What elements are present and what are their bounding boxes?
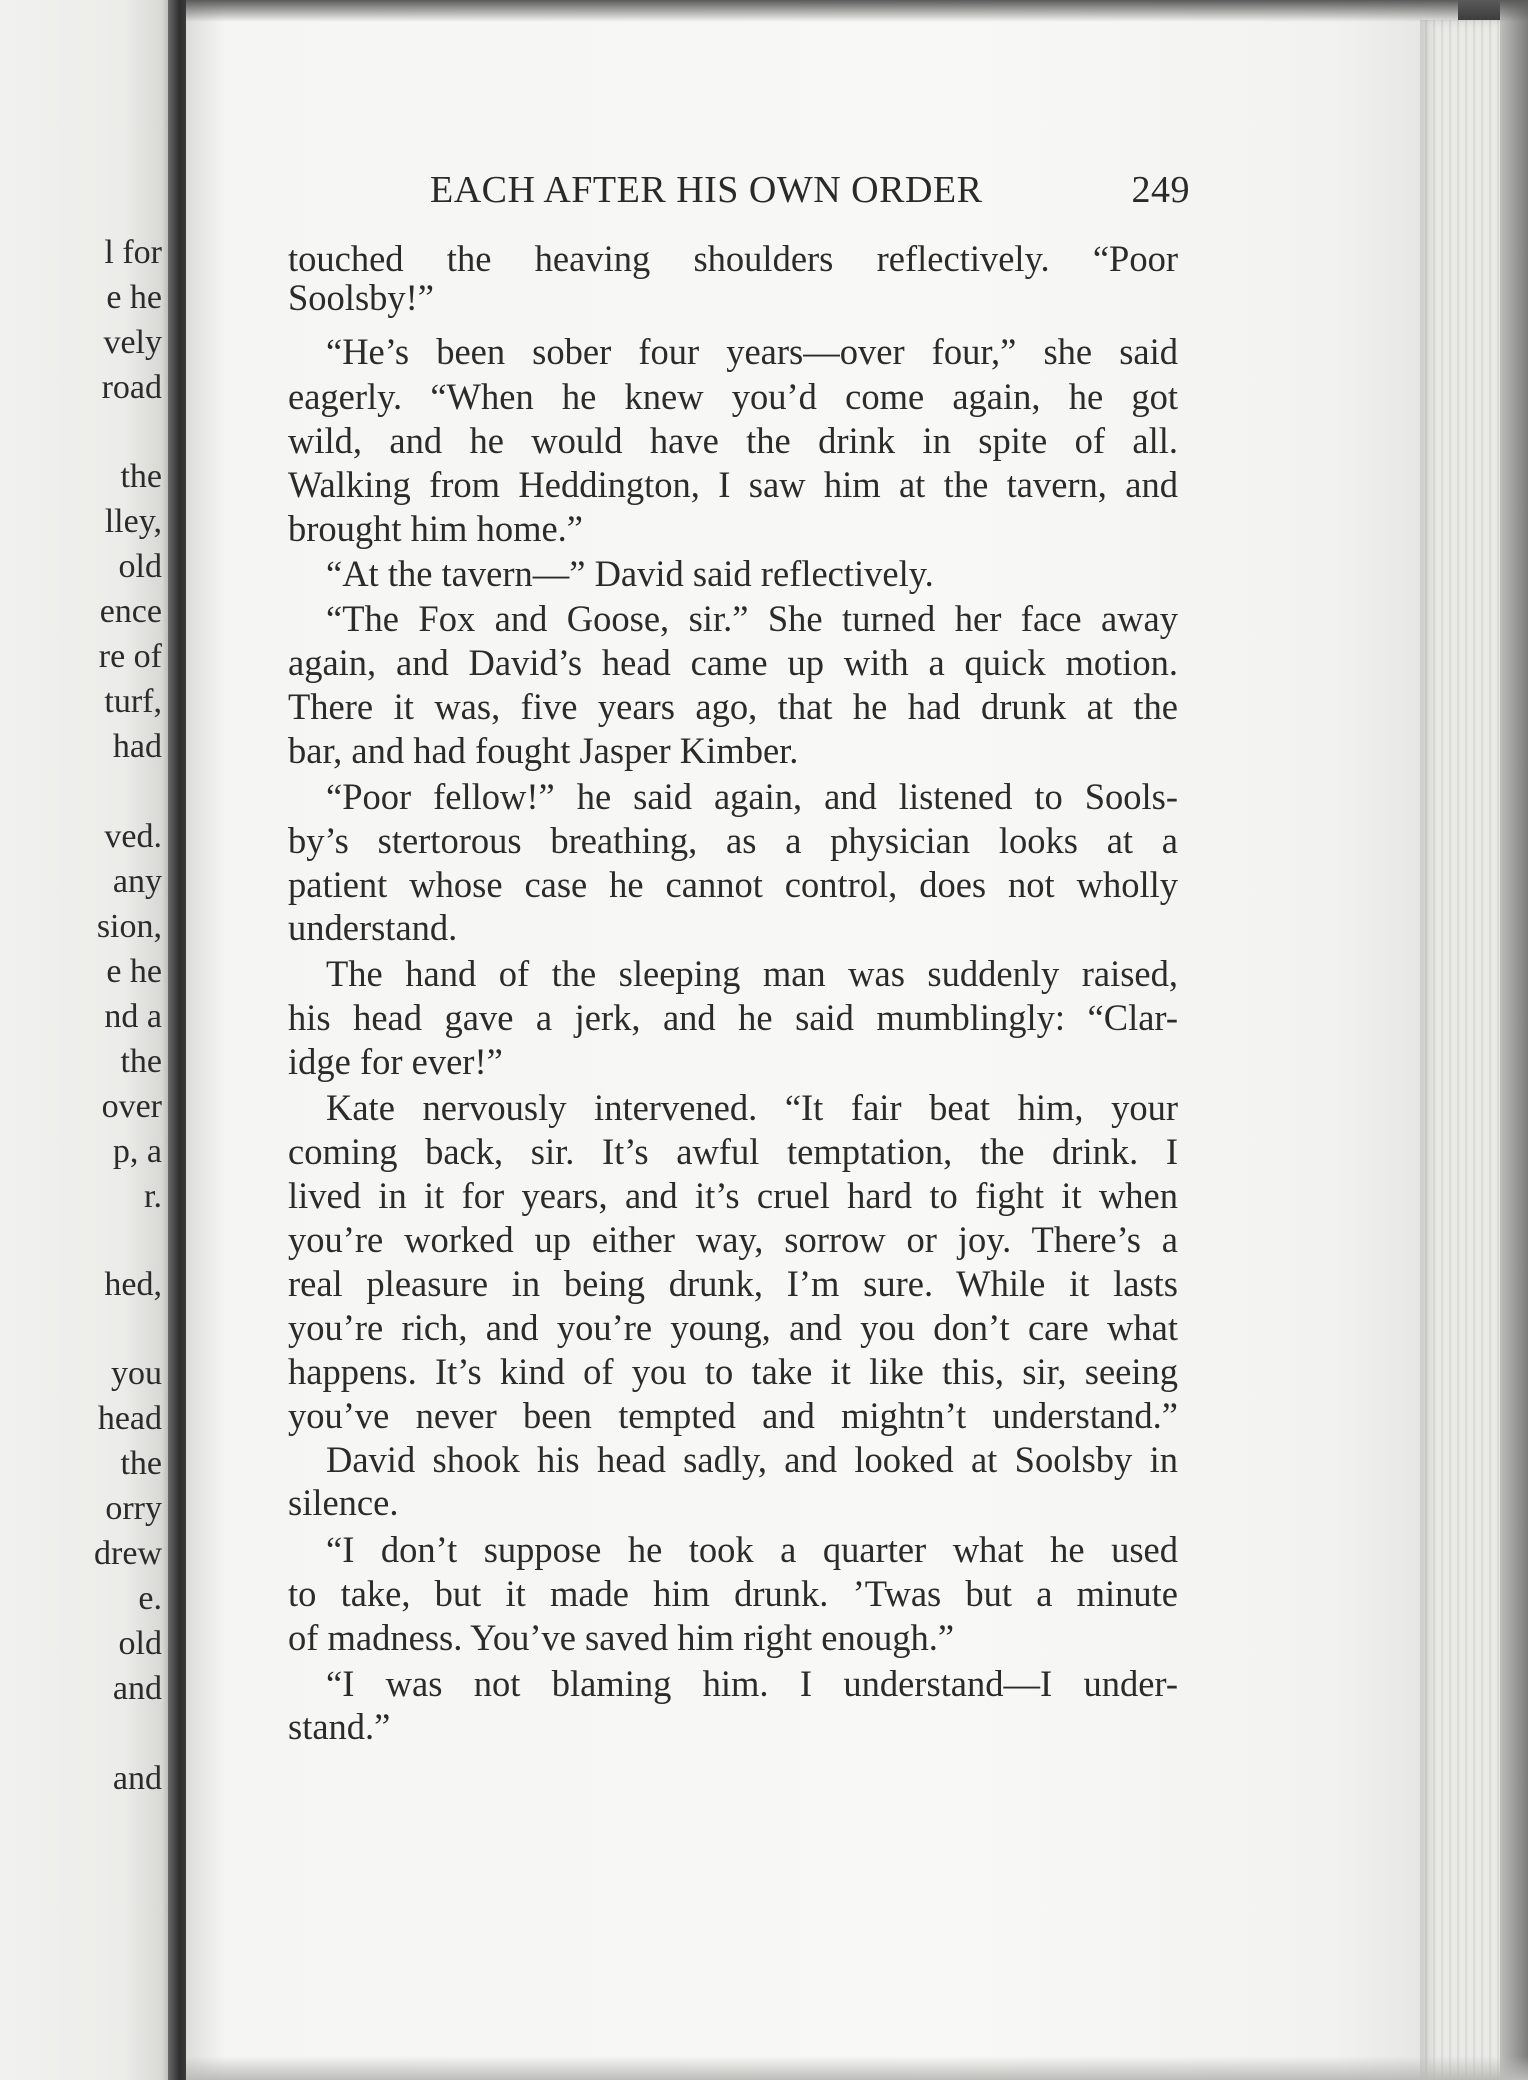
text-line: The hand of the sleeping man was suddenly raised, [326,953,1178,994]
left-line-fragment: turf, [104,683,162,720]
text-line: of madness. You’ve saved him right enough.” [288,1617,955,1658]
text-line: wild, and he would have the drink in spite of all. [288,420,1178,461]
text-line: his head gave a jerk, and he said mumblingly: “Clar- [288,997,1178,1038]
text-line: lived in it for years, and it’s cruel hard to fight it when [288,1175,1178,1216]
text-line: you’re worked up either way, sorrow or joy. There’s a [288,1219,1178,1260]
text-line: understand. [288,907,458,948]
left-line-fragment: orry [105,1490,162,1527]
text-line: coming back, sir. It’s awful temptation, the drink. I [288,1131,1178,1172]
text-line: David shook his head sadly, and looked at Soolsby in [326,1439,1178,1480]
text-line: patient whose case he cannot control, does not wholly [288,864,1178,905]
bottom-shadow [186,2056,1528,2080]
left-line-fragment: any [112,863,162,900]
left-line-fragment: the [120,1043,162,1080]
text-line: bar, and had fought Jasper Kimber. [288,730,799,771]
text-line: happens. It’s kind of you to take it like this, sir, seeing [288,1351,1178,1392]
text-line: to take, but it made him drunk. ’Twas but a minute [288,1573,1178,1614]
text-line: by’s stertorous breathing, as a physician looks at a [288,820,1178,861]
left-line-fragment: vely [103,324,162,361]
text-line: Walking from Heddington, I saw him at the tavern, and [288,464,1178,505]
text-line: stand.” [288,1706,391,1747]
left-line-fragment: ence [99,593,162,630]
left-line-fragment: lley, [104,503,162,540]
left-line-fragment: old [118,1625,162,1662]
text-line: “At the tavern—” David said reflectively. [326,553,934,594]
left-line-fragment: e he [106,279,162,316]
text-line: eagerly. “When he knew you’d come again, he got [288,376,1178,417]
left-line-fragment: r. [144,1178,162,1215]
left-line-fragment: over [101,1088,162,1125]
running-head [430,168,1190,218]
left-line-fragment: p, a [112,1133,162,1170]
text-line: you’ve never been tempted and mightn’t understand.” [288,1395,1178,1436]
text-line: touched the heaving shoulders reflectively. “Poor [288,238,1178,279]
text-line: There it was, five years ago, that he had drunk at the [288,686,1178,727]
left-line-fragment: hed, [104,1266,162,1303]
text-line: idge for ever!” [288,1041,503,1082]
previous-page [0,0,176,2080]
top-shadow [186,0,1528,22]
left-line-fragment: ved. [104,818,162,855]
left-line-fragment: you [111,1355,162,1392]
text-line: “The Fox and Goose, sir.” She turned her face away [326,598,1178,639]
left-line-fragment: and [112,1670,162,1707]
text-line: brought him home.” [288,508,583,549]
left-line-fragment: re of [98,638,162,675]
left-line-fragment: e he [106,953,162,990]
text-line: “He’s been sober four years—over four,” she said [326,331,1178,372]
text-line: Soolsby!” [288,277,434,318]
left-line-fragment: and [112,1760,162,1797]
left-line-fragment: road [101,369,162,406]
text-line: “Poor fellow!” he said again, and listened to Sools- [326,776,1178,817]
left-line-fragment: the [120,1445,162,1482]
left-line-fragment: drew [94,1535,162,1572]
text-line: silence. [288,1482,399,1523]
left-line-fragment: nd a [104,998,162,1035]
left-line-fragment: the [120,458,162,495]
text-line: “I was not blaming him. I understand—I under- [326,1663,1178,1704]
text-line: real pleasure in being drunk, I’m sure. While it lasts [288,1263,1178,1304]
left-line-fragment: l for [104,234,162,271]
text-line: you’re rich, and you’re young, and you don’t care what [288,1307,1178,1348]
page-number: 249 [1131,169,1190,211]
left-line-fragment: old [118,548,162,585]
left-line-fragment: e. [138,1580,162,1617]
text-line: Kate nervously intervened. “It fair beat him, your [326,1087,1178,1128]
text-line: again, and David’s head came up with a quick motion. [288,642,1178,683]
left-line-fragment: sion, [96,908,162,945]
running-title: EACH AFTER HIS OWN ORDER [430,169,983,211]
book-edge-shadow [1500,0,1528,2080]
left-line-fragment: head [97,1400,162,1437]
text-line: “I don’t suppose he took a quarter what he used [326,1529,1178,1570]
left-line-fragment: had [112,728,162,765]
